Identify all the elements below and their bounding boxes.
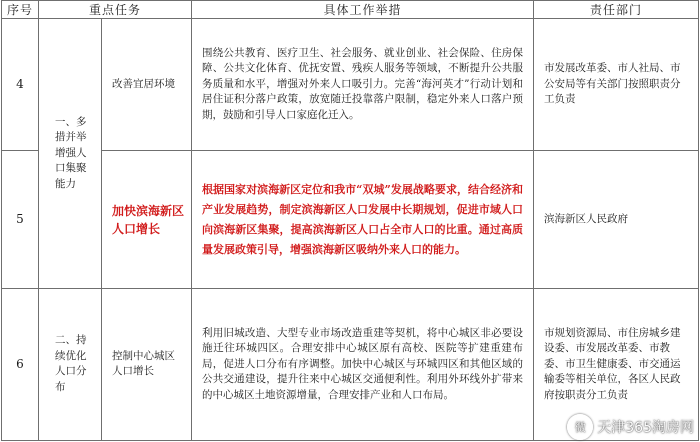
weibo-icon: 微 <box>567 414 593 440</box>
header-num: 序号 <box>2 1 39 19</box>
detail-cell: 根据国家对滨海新区定位和我市“双城”发展战略要求，结合经济和产业发展趋势，制定滨海新区人口发展中长期规划，促进市域人口向滨海新区集聚，提高滨海新区人口占全市人口的比重。通过高质量发展政策引导，增强滨海新区吸纳外来人口的能力。 <box>192 151 534 289</box>
row-num: 5 <box>2 151 39 289</box>
task-cell: 加快滨海新区人口增长 <box>102 151 192 289</box>
task-cell: 控制中心城区人口增长 <box>102 288 192 440</box>
row-num: 6 <box>2 288 39 440</box>
table-row <box>2 19 699 151</box>
detail-cell: 利用旧城改造、大型专业市场改造重建等契机，将中心城区非必要设施迁往环城四区。合理安排中心城区原有高校、医院等扩建重建布局，促进人口分布有序调整。加快中心城区与环城四区和其他区域的公共交通建设，提升往来中心城区交通便利性。利用外环线外扩带来的中心城区土地资源增量，合理安排产业和人口布局。 <box>192 288 534 440</box>
watermark-text: 天津365淘房网 <box>597 420 694 436</box>
watermark <box>567 414 694 440</box>
category-cell: 一、多措并举增强人口集聚能力 <box>39 19 102 289</box>
dept-cell: 市规划资源局、市住房城乡建设委、市发展改革委、市教委、市卫生健康委、市交通运输委等相关单位，各区人民政府按职责分工负责 <box>534 288 699 440</box>
dept-cell: 市发展改革委、市人社局、市公安局等有关部门按照职责分工负责 <box>534 19 699 151</box>
row-num: 4 <box>2 19 39 151</box>
header-detail: 具体工作举措 <box>192 1 534 19</box>
task-cell: 改善宜居环境 <box>102 19 192 151</box>
dept-cell: 滨海新区人民政府 <box>534 151 699 289</box>
header-task: 重点任务 <box>39 1 192 19</box>
table-row <box>2 151 699 289</box>
header-dept: 责任部门 <box>534 1 699 19</box>
category-cell: 二、持续优化人口分布 <box>39 288 102 440</box>
detail-cell: 围绕公共教育、医疗卫生、社会服务、就业创业、社会保险、住房保障、公共文化体育、优抚安置、残疾人服务等领域，不断提升公共服务质量和水平，增强对外来人口吸引力。完善“海河英才”行动计划和居住证积分落户政策，放宽随迁投靠落户限制，稳定外来人口落户预期，鼓励和引导人口家庭化迁入。 <box>192 19 534 151</box>
table-header-row <box>2 1 699 19</box>
policy-table <box>1 0 699 441</box>
